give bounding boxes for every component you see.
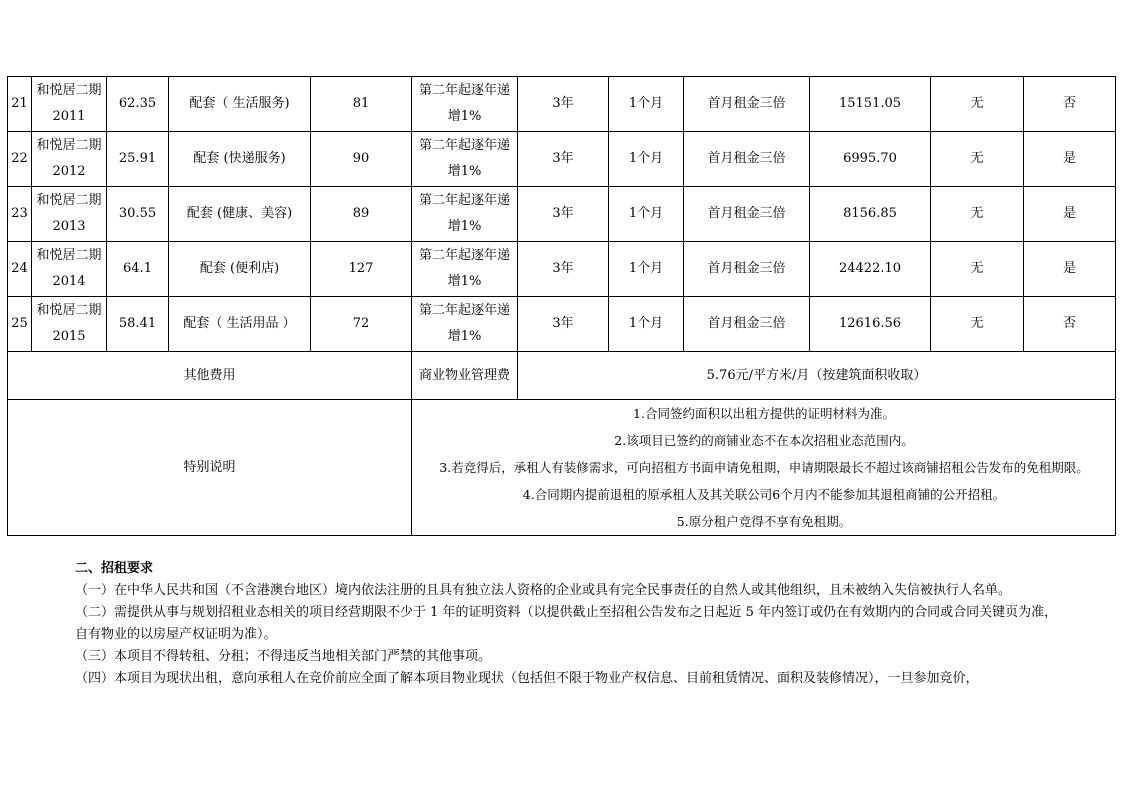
annual-rent-cell: 24422.10 <box>810 242 931 297</box>
property-name <box>32 297 107 352</box>
flag-cell: 是 <box>1024 187 1116 242</box>
use-cell: 配套 (健康、美容) <box>169 187 311 242</box>
area-cell: 25.91 <box>107 132 169 187</box>
increase-cell <box>412 242 518 297</box>
fees-row <box>8 352 1116 400</box>
property-name-line2: 2014 <box>52 274 86 289</box>
increase-line2: 增1% <box>447 109 482 124</box>
note-item: 5.原分租户竞得不享有免租期。 <box>676 514 852 529</box>
table-row <box>8 242 1116 297</box>
property-name-line1: 和悦居二期 <box>36 193 102 208</box>
table-body <box>8 77 1116 536</box>
flag-cell: 否 <box>1024 77 1116 132</box>
row-number: 23 <box>8 187 32 242</box>
row-number: 21 <box>8 77 32 132</box>
notes-label: 特别说明 <box>8 400 412 536</box>
property-name <box>32 132 107 187</box>
increase-line2: 增1% <box>447 219 482 234</box>
property-name-line1: 和悦居二期 <box>36 303 102 318</box>
note-item: 4.合同期内提前退租的原承租人及其关联公司6个月内不能参加其退租商铺的公开招租。 <box>522 487 1006 502</box>
flag-cell: 是 <box>1024 242 1116 297</box>
term-cell: 3年 <box>518 187 609 242</box>
table-row <box>8 187 1116 242</box>
property-name <box>32 187 107 242</box>
property-name-line1: 和悦居二期 <box>36 248 102 263</box>
price-cell: 89 <box>311 187 412 242</box>
increase-line1: 第二年起逐年递 <box>418 83 510 98</box>
annual-rent-cell: 12616.56 <box>810 297 931 352</box>
area-cell: 30.55 <box>107 187 169 242</box>
term-cell: 3年 <box>518 77 609 132</box>
property-name <box>32 242 107 297</box>
free-rent-cell: 1个月 <box>609 242 684 297</box>
deposit-cell: 首月租金三倍 <box>684 242 810 297</box>
other-cell: 无 <box>931 77 1024 132</box>
increase-line1: 第二年起逐年递 <box>418 248 510 263</box>
property-name <box>32 77 107 132</box>
property-name-line2: 2011 <box>52 109 86 124</box>
fees-label: 其他费用 <box>8 352 412 400</box>
other-cell: 无 <box>931 297 1024 352</box>
increase-cell <box>412 77 518 132</box>
leasing-table <box>7 76 1116 536</box>
other-cell: 无 <box>931 132 1024 187</box>
property-name-line1: 和悦居二期 <box>36 83 102 98</box>
flag-cell: 否 <box>1024 297 1116 352</box>
increase-line2: 增1% <box>447 164 482 179</box>
free-rent-cell: 1个月 <box>609 77 684 132</box>
use-cell: 配套 (快递服务) <box>169 132 311 187</box>
price-cell: 90 <box>311 132 412 187</box>
other-cell: 无 <box>931 187 1024 242</box>
increase-line2: 增1% <box>447 274 482 289</box>
increase-line1: 第二年起逐年递 <box>418 138 510 153</box>
table-row <box>8 132 1116 187</box>
row-number: 25 <box>8 297 32 352</box>
property-name-line1: 和悦居二期 <box>36 138 102 153</box>
requirement-paragraph: （三）本项目不得转租、分租；不得违反当地相关部门严禁的其他事项。 <box>75 649 492 664</box>
fees-item: 商业物业管理费 <box>412 352 518 400</box>
fees-value: 5.76元/平方米/月（按建筑面积收取） <box>518 352 1116 400</box>
section-heading: 二、招租要求 <box>75 561 154 576</box>
deposit-cell: 首月租金三倍 <box>684 132 810 187</box>
requirements-section <box>75 558 1065 690</box>
notes-list <box>412 400 1116 536</box>
property-name-line2: 2015 <box>52 329 86 344</box>
term-cell: 3年 <box>518 132 609 187</box>
increase-line1: 第二年起逐年递 <box>418 303 510 318</box>
increase-cell <box>412 132 518 187</box>
free-rent-cell: 1个月 <box>609 297 684 352</box>
increase-line1: 第二年起逐年递 <box>418 193 510 208</box>
deposit-cell: 首月租金三倍 <box>684 187 810 242</box>
term-cell: 3年 <box>518 242 609 297</box>
deposit-cell: 首月租金三倍 <box>684 297 810 352</box>
other-cell: 无 <box>931 242 1024 297</box>
property-name-line2: 2013 <box>52 219 86 234</box>
increase-cell <box>412 187 518 242</box>
free-rent-cell: 1个月 <box>609 187 684 242</box>
row-number: 22 <box>8 132 32 187</box>
area-cell: 58.41 <box>107 297 169 352</box>
increase-cell <box>412 297 518 352</box>
property-name-line2: 2012 <box>52 164 86 179</box>
notes-row <box>8 400 1116 536</box>
use-cell: 配套 (便利店) <box>169 242 311 297</box>
price-cell: 81 <box>311 77 412 132</box>
row-number: 24 <box>8 242 32 297</box>
use-cell: 配套（ 生活服务) <box>169 77 311 132</box>
price-cell: 72 <box>311 297 412 352</box>
increase-line2: 增1% <box>447 329 482 344</box>
annual-rent-cell: 8156.85 <box>810 187 931 242</box>
requirement-paragraph: （四）本项目为现状出租，意向承租人在竞价前应全面了解本项目物业现状（包括但不限于物业产权信息、目前租赁情况、面积及装修情况），一旦参加竞价， <box>75 671 979 686</box>
requirement-paragraph: （一）在中华人民共和国（不含港澳台地区）境内依法注册的且具有独立法人资格的企业或具有完全民事责任的自然人或其他组织，且未被纳入失信被执行人名单。 <box>75 583 1012 598</box>
free-rent-cell: 1个月 <box>609 132 684 187</box>
area-cell: 62.35 <box>107 77 169 132</box>
note-item: 2.该项目已签约的商铺业态不在本次招租业态范围内。 <box>614 433 914 448</box>
note-item: 1.合同签约面积以出租方提供的证明材料为准。 <box>633 406 895 421</box>
price-cell: 127 <box>311 242 412 297</box>
annual-rent-cell: 15151.05 <box>810 77 931 132</box>
flag-cell: 是 <box>1024 132 1116 187</box>
table-row <box>8 297 1116 352</box>
use-cell: 配套（ 生活用品 ） <box>169 297 311 352</box>
deposit-cell: 首月租金三倍 <box>684 77 810 132</box>
annual-rent-cell: 6995.70 <box>810 132 931 187</box>
area-cell: 64.1 <box>107 242 169 297</box>
requirement-paragraph: （二）需提供从事与规划招租业态相关的项目经营期限不少于 1 年的证明资料（以提供截止至招租公告发布之日起近 5 年内签订或仍在有效期内的合同或合同关键页为准，自有物业的以房屋产权证明为准）。 <box>75 605 1058 642</box>
term-cell: 3年 <box>518 297 609 352</box>
note-item: 3.若竞得后，承租人有装修需求，可向招租方书面申请免租期，申请期限最长不超过该商铺招租公告发布的免租期限。 <box>439 460 1089 475</box>
table-row <box>8 77 1116 132</box>
